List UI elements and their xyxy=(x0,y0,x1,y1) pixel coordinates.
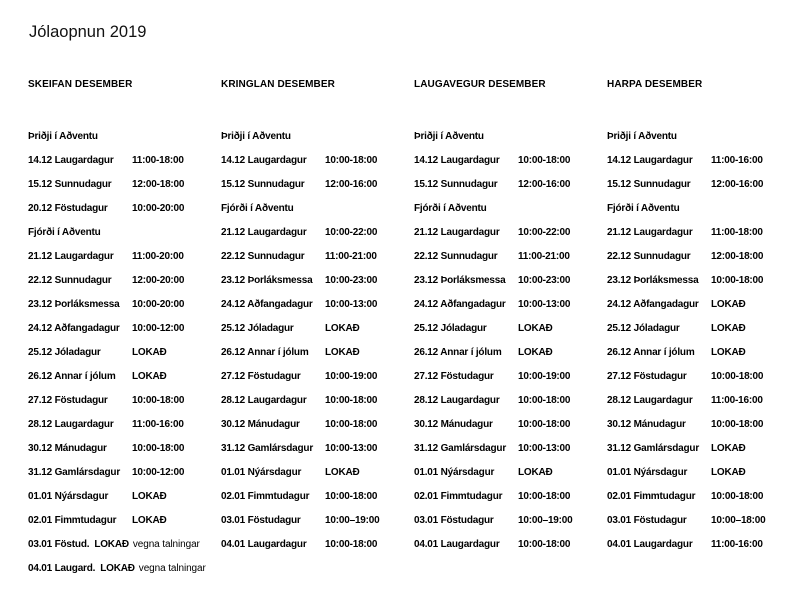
schedule-row xyxy=(221,484,380,508)
date-day-label: 03.01 Föstudagur xyxy=(221,514,301,526)
date-day-label: 15.12 Sunnudagur xyxy=(28,178,112,190)
date-day-label: 31.12 Gamlársdagur xyxy=(414,442,507,454)
schedule-row xyxy=(414,412,573,436)
date-day-label: 26.12 Annar í jólum xyxy=(221,346,309,358)
schedule-row xyxy=(607,484,766,508)
date-day-label: 03.01 Föstudagur xyxy=(414,514,494,526)
opening-hours: 10:00–18:00 xyxy=(711,514,766,526)
opening-hours: 10:00–19:00 xyxy=(325,514,380,526)
schedule-row xyxy=(414,244,573,268)
opening-hours: LOKAÐ xyxy=(132,490,167,502)
date-day-label: 24.12 Aðfangadagur xyxy=(221,298,313,310)
opening-hours: 11:00-18:00 xyxy=(711,226,763,238)
schedule-row xyxy=(221,364,380,388)
schedule-row xyxy=(221,460,380,484)
schedule-row xyxy=(414,388,573,412)
schedule-row xyxy=(607,364,766,388)
opening-hours: 11:00-21:00 xyxy=(325,250,377,262)
date-day-label: 28.12 Laugardagur xyxy=(414,394,500,406)
schedule-row xyxy=(221,292,380,316)
date-day-label: 23.12 Þorláksmessa xyxy=(28,298,120,310)
schedule-row xyxy=(607,388,766,412)
opening-hours: 10:00-18:00 xyxy=(325,490,378,502)
schedule-row xyxy=(28,340,206,364)
opening-hours: 10:00-18:00 xyxy=(711,490,764,502)
date-day-label: 01.01 Nýársdagur xyxy=(607,466,688,478)
schedule-row xyxy=(414,364,573,388)
opening-hours: LOKAÐ xyxy=(325,346,360,358)
opening-hours: 10:00-18:00 xyxy=(518,538,571,550)
opening-hours: 10:00-18:00 xyxy=(325,418,378,430)
opening-hours: 10:00-18:00 xyxy=(518,490,571,502)
schedule-row xyxy=(221,268,380,292)
location-column xyxy=(28,0,221,600)
schedule-row xyxy=(221,532,380,556)
schedule-row xyxy=(28,436,206,460)
date-day-label: 22.12 Sunnudagur xyxy=(607,250,691,262)
opening-hours: 10:00-18:00 xyxy=(518,394,571,406)
schedule-row xyxy=(607,268,766,292)
opening-hours: 12:00-18:00 xyxy=(711,250,764,262)
schedule-row xyxy=(414,172,573,196)
date-day-label: Þriðji í Aðventu xyxy=(28,130,98,142)
date-day-label: 03.01 Föstudagur xyxy=(607,514,687,526)
opening-hours: 10:00-22:00 xyxy=(518,226,571,238)
opening-hours: 10:00-19:00 xyxy=(325,370,378,382)
opening-hours: 10:00–19:00 xyxy=(518,514,573,526)
closure-note: vegna talningar xyxy=(138,562,206,574)
date-day-label: 15.12 Sunnudagur xyxy=(221,178,305,190)
schedule-row xyxy=(28,460,206,484)
date-day-label: 23.12 Þorláksmessa xyxy=(221,274,313,286)
opening-hours: LOKAÐ xyxy=(711,346,746,358)
date-day-label: 24.12 Aðfangadagur xyxy=(414,298,506,310)
opening-hours: 12:00-16:00 xyxy=(518,178,571,190)
opening-hours: 11:00-20:00 xyxy=(132,250,184,262)
opening-hours: 10:00-13:00 xyxy=(325,442,378,454)
section-row xyxy=(607,124,766,148)
date-day-label: 30.12 Mánudagur xyxy=(221,418,300,430)
date-day-label: 23.12 Þorláksmessa xyxy=(414,274,506,286)
schedule-row xyxy=(221,172,380,196)
opening-hours: 11:00-21:00 xyxy=(518,250,570,262)
schedule-row xyxy=(607,148,766,172)
date-day-label: 02.01 Fimmtudagur xyxy=(607,490,696,502)
date-day-label: 01.01 Nýársdagur xyxy=(414,466,495,478)
opening-hours: 11:00-16:00 xyxy=(711,154,763,166)
date-day-label: 22.12 Sunnudagur xyxy=(221,250,305,262)
schedule-row xyxy=(607,220,766,244)
date-day-label: 20.12 Föstudagur xyxy=(28,202,108,214)
date-day-label: 21.12 Laugardagur xyxy=(28,250,114,262)
opening-hours: LOKAÐ xyxy=(132,346,167,358)
schedule-row xyxy=(221,244,380,268)
schedule-rows xyxy=(221,124,380,556)
section-row xyxy=(607,196,766,220)
opening-hours: 10:00-22:00 xyxy=(325,226,378,238)
date-day-label: 31.12 Gamlársdagur xyxy=(607,442,700,454)
schedule-row xyxy=(414,316,573,340)
date-day-label: 15.12 Sunnudagur xyxy=(414,178,498,190)
date-day-label: 26.12 Annar í jólum xyxy=(28,370,116,382)
opening-hours: 10:00-18:00 xyxy=(325,538,378,550)
date-day-label: Fjórði í Aðventu xyxy=(221,202,294,214)
schedule-row xyxy=(607,292,766,316)
date-day-label: 04.01 Laugardagur xyxy=(414,538,500,550)
date-day-label: Þriðji í Aðventu xyxy=(607,130,677,142)
opening-hours: 11:00-16:00 xyxy=(132,418,184,430)
opening-hours: 10:00-20:00 xyxy=(132,202,185,214)
schedule-rows xyxy=(607,124,766,556)
schedule-row xyxy=(414,508,573,532)
opening-hours: 11:00-18:00 xyxy=(132,154,184,166)
schedule-row xyxy=(28,316,206,340)
schedule-row xyxy=(221,436,380,460)
schedule-row xyxy=(221,388,380,412)
opening-hours: 12:00-16:00 xyxy=(711,178,764,190)
schedule-row xyxy=(221,220,380,244)
date-day-label: 27.12 Föstudagur xyxy=(28,394,108,406)
date-day-label: 21.12 Laugardagur xyxy=(414,226,500,238)
opening-hours: 10:00-23:00 xyxy=(518,274,571,286)
page-title: Jólaopnun 2019 xyxy=(29,23,147,41)
date-day-label: 25.12 Jóladagur xyxy=(221,322,294,334)
schedule-row xyxy=(221,340,380,364)
schedule-row xyxy=(28,556,206,580)
schedule-row xyxy=(414,532,573,556)
schedule-row xyxy=(28,508,206,532)
opening-hours: 10:00-13:00 xyxy=(518,298,571,310)
opening-hours: 10:00-20:00 xyxy=(132,298,185,310)
opening-hours: 10:00-18:00 xyxy=(711,274,764,286)
opening-hours: LOKAÐ xyxy=(711,442,746,454)
date-day-label: 21.12 Laugardagur xyxy=(607,226,693,238)
date-day-label: 23.12 Þorláksmessa xyxy=(607,274,699,286)
opening-hours: 10:00-18:00 xyxy=(711,418,764,430)
schedule-row xyxy=(607,460,766,484)
date-day-label: 21.12 Laugardagur xyxy=(221,226,307,238)
section-row xyxy=(221,124,380,148)
opening-hours: 10:00-18:00 xyxy=(325,154,378,166)
date-day-label: 25.12 Jóladagur xyxy=(607,322,680,334)
schedule-row xyxy=(28,244,206,268)
closure-note: vegna talningar xyxy=(132,538,200,550)
opening-hours: LOKAÐ xyxy=(100,562,135,574)
date-day-label: 31.12 Gamlársdagur xyxy=(221,442,314,454)
opening-hours: 10:00-18:00 xyxy=(711,370,764,382)
schedule-row xyxy=(607,436,766,460)
schedule-row xyxy=(607,316,766,340)
schedule-row xyxy=(414,220,573,244)
date-day-label: 25.12 Jóladagur xyxy=(414,322,487,334)
opening-hours: 10:00-18:00 xyxy=(325,394,378,406)
opening-hours: LOKAÐ xyxy=(132,370,167,382)
opening-hours: 11:00-16:00 xyxy=(711,394,763,406)
opening-hours: LOKAÐ xyxy=(325,466,360,478)
opening-hours: 10:00-18:00 xyxy=(132,442,185,454)
date-day-label: 28.12 Laugardagur xyxy=(221,394,307,406)
schedule-row xyxy=(414,460,573,484)
schedule-row xyxy=(28,292,206,316)
date-day-label: 26.12 Annar í jólum xyxy=(607,346,695,358)
date-day-label: 04.01 Laugardagur xyxy=(607,538,693,550)
schedule-row xyxy=(414,268,573,292)
schedule-row xyxy=(607,340,766,364)
schedule-row xyxy=(607,244,766,268)
date-day-label: 30.12 Mánudagur xyxy=(28,442,107,454)
date-day-label: Þriðji í Aðventu xyxy=(221,130,291,142)
date-day-label: 28.12 Laugardagur xyxy=(28,418,114,430)
section-row xyxy=(28,220,206,244)
opening-hours: 10:00-13:00 xyxy=(518,442,571,454)
date-day-label: 31.12 Gamlársdagur xyxy=(28,466,121,478)
schedule-row xyxy=(607,412,766,436)
schedule-row xyxy=(28,532,206,556)
date-day-label: 02.01 Fimmtudagur xyxy=(28,514,117,526)
schedule-row xyxy=(221,148,380,172)
schedule-row xyxy=(28,388,206,412)
schedule-row xyxy=(414,148,573,172)
schedule-rows xyxy=(28,124,206,580)
date-day-label: Fjórði í Aðventu xyxy=(414,202,487,214)
date-day-label: 03.01 Föstud. xyxy=(28,538,90,550)
section-row xyxy=(414,196,573,220)
column-header: HARPA DESEMBER xyxy=(607,79,703,90)
date-day-label: 24.12 Aðfangadagur xyxy=(607,298,699,310)
date-day-label: 22.12 Sunnudagur xyxy=(28,274,112,286)
schedule-row xyxy=(607,508,766,532)
opening-hours: LOKAÐ xyxy=(518,322,553,334)
date-day-label: 27.12 Föstudagur xyxy=(414,370,494,382)
schedule-rows xyxy=(414,124,573,556)
section-row xyxy=(221,196,380,220)
schedule-row xyxy=(28,412,206,436)
opening-hours: 10:00-23:00 xyxy=(325,274,378,286)
opening-hours: LOKAÐ xyxy=(325,322,360,334)
opening-hours: 12:00-20:00 xyxy=(132,274,185,286)
opening-hours: 12:00-18:00 xyxy=(132,178,185,190)
date-day-label: 26.12 Annar í jólum xyxy=(414,346,502,358)
date-day-label: 04.01 Laugardagur xyxy=(221,538,307,550)
opening-hours: LOKAÐ xyxy=(518,346,553,358)
opening-hours: LOKAÐ xyxy=(711,466,746,478)
date-day-label: 02.01 Fimmtudagur xyxy=(221,490,310,502)
opening-hours: LOKAÐ xyxy=(518,466,553,478)
schedule-row xyxy=(28,148,206,172)
opening-hours: LOKAÐ xyxy=(94,538,129,550)
opening-hours: 10:00-12:00 xyxy=(132,466,185,478)
schedule-row xyxy=(221,316,380,340)
schedule-row xyxy=(28,484,206,508)
location-column xyxy=(607,0,800,600)
location-column xyxy=(414,0,607,600)
opening-hours: 10:00-19:00 xyxy=(518,370,571,382)
section-row xyxy=(414,124,573,148)
opening-hours: 10:00-18:00 xyxy=(518,154,571,166)
date-day-label: 22.12 Sunnudagur xyxy=(414,250,498,262)
schedule-row xyxy=(221,412,380,436)
schedule-row xyxy=(607,532,766,556)
date-day-label: 01.01 Nýársdagur xyxy=(221,466,302,478)
opening-hours: LOKAÐ xyxy=(132,514,167,526)
column-header: KRINGLAN DESEMBER xyxy=(221,79,335,90)
location-column xyxy=(221,0,414,600)
date-day-label: 27.12 Föstudagur xyxy=(607,370,687,382)
schedule-row xyxy=(28,172,206,196)
opening-hours: LOKAÐ xyxy=(711,298,746,310)
schedule-row xyxy=(28,196,206,220)
schedule-row xyxy=(28,364,206,388)
date-day-label: Þriðji í Aðventu xyxy=(414,130,484,142)
date-day-label: 24.12 Aðfangadagur xyxy=(28,322,120,334)
opening-hours: 11:00-16:00 xyxy=(711,538,763,550)
date-day-label: Fjórði í Aðventu xyxy=(28,226,101,238)
schedule-row xyxy=(414,436,573,460)
date-day-label: 04.01 Laugard. xyxy=(28,562,96,574)
opening-hours: 10:00-18:00 xyxy=(518,418,571,430)
opening-hours: LOKAÐ xyxy=(711,322,746,334)
date-day-label: Fjórði í Aðventu xyxy=(607,202,680,214)
opening-hours: 10:00-12:00 xyxy=(132,322,185,334)
date-day-label: 28.12 Laugardagur xyxy=(607,394,693,406)
opening-hours: 10:00-13:00 xyxy=(325,298,378,310)
date-day-label: 30.12 Mánudagur xyxy=(607,418,686,430)
schedule-row xyxy=(414,340,573,364)
schedule-row xyxy=(414,484,573,508)
schedule-row xyxy=(28,268,206,292)
schedule-row xyxy=(414,292,573,316)
date-day-label: 25.12 Jóladagur xyxy=(28,346,101,358)
date-day-label: 27.12 Föstudagur xyxy=(221,370,301,382)
schedule-row xyxy=(221,508,380,532)
column-header: LAUGAVEGUR DESEMBER xyxy=(414,79,546,90)
date-day-label: 14.12 Laugardagur xyxy=(28,154,114,166)
date-day-label: 02.01 Fimmtudagur xyxy=(414,490,503,502)
date-day-label: 14.12 Laugardagur xyxy=(414,154,500,166)
date-day-label: 14.12 Laugardagur xyxy=(607,154,693,166)
opening-hours: 12:00-16:00 xyxy=(325,178,378,190)
section-row xyxy=(28,124,206,148)
column-header: SKEIFAN DESEMBER xyxy=(28,79,133,90)
date-day-label: 15.12 Sunnudagur xyxy=(607,178,691,190)
date-day-label: 01.01 Nýársdagur xyxy=(28,490,109,502)
date-day-label: 30.12 Mánudagur xyxy=(414,418,493,430)
opening-hours: 10:00-18:00 xyxy=(132,394,185,406)
date-day-label: 14.12 Laugardagur xyxy=(221,154,307,166)
schedule-row xyxy=(607,172,766,196)
